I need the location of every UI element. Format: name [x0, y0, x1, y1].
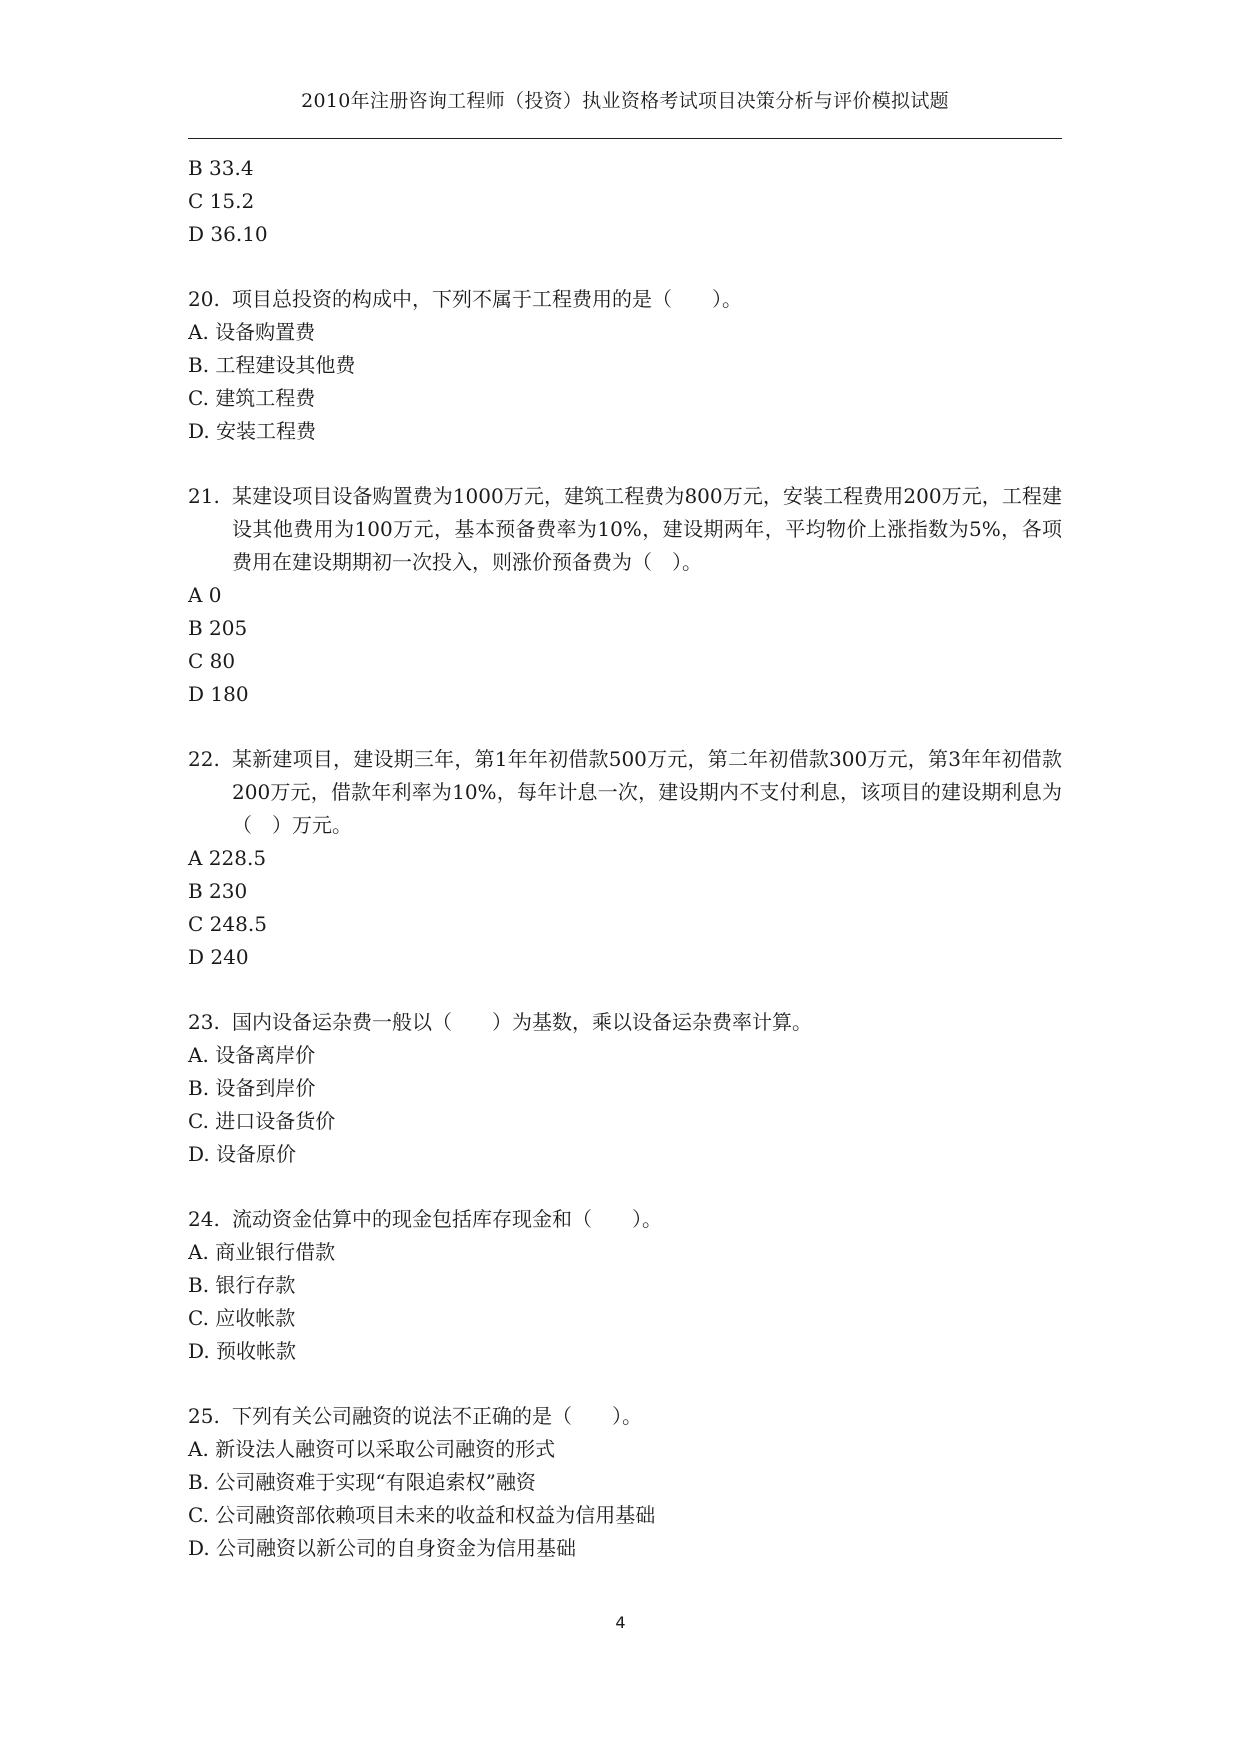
option-c: C 80: [188, 649, 236, 673]
option-d: D. 设备原价: [188, 1142, 297, 1166]
question-number: 20.: [188, 287, 220, 311]
option-b: B. 公司融资难于实现“有限追索权”融资: [188, 1470, 536, 1494]
option-c: C. 进口设备货价: [188, 1109, 336, 1133]
option-d: D 180: [188, 682, 249, 706]
option-b: B 33.4: [188, 156, 254, 180]
question-text: 项目总投资的构成中，下列不属于工程费用的是（ ）。: [232, 287, 742, 311]
question-21: [188, 480, 1062, 711]
question-text: 某建设项目设备购置费为1000万元，建筑工程费为800万元，安装工程费用200万元，工程建设其他费用为100万元，基本预备费率为10%，建设期两年，平均物价上涨指数为5%，各项费用在建设期期初一次投入，则涨价预备费为（ ）。: [232, 484, 1062, 574]
question-22: [188, 743, 1062, 974]
option-a: A 0: [188, 583, 222, 607]
option-c: C. 公司融资部依赖项目未来的收益和权益为信用基础: [188, 1503, 656, 1527]
page-header-title: 2010年注册咨询工程师（投资）执业资格考试项目决策分析与评价模拟试题: [301, 90, 949, 112]
exam-content: [188, 152, 1062, 1565]
option-b: B 230: [188, 879, 248, 903]
option-b: B. 设备到岸价: [188, 1076, 316, 1100]
question-stem: [188, 1400, 1062, 1433]
option-d: D 240: [188, 945, 249, 969]
question-stem: [188, 1006, 1062, 1039]
option-a: A. 设备购置费: [188, 320, 316, 344]
question-number: 22.: [188, 747, 220, 771]
option-a: A 228.5: [188, 846, 267, 870]
question-stem: [188, 743, 1062, 842]
question-stem: [188, 480, 1062, 579]
question-number: 23.: [188, 1010, 220, 1034]
question-text: 流动资金估算中的现金包括库存现金和（ ）。: [232, 1207, 662, 1231]
option-c: C. 建筑工程费: [188, 386, 316, 410]
header-divider: [188, 138, 1062, 139]
option-d: D. 安装工程费: [188, 419, 317, 443]
question-25: [188, 1400, 1062, 1565]
question-text: 某新建项目，建设期三年，第1年年初借款500万元，第二年初借款300万元，第3年年初借款200万元，借款年利率为10%，每年计息一次，建设期内不支付利息，该项目的建设期利息为（ ）万元。: [232, 747, 1062, 837]
option-d: D. 公司融资以新公司的自身资金为信用基础: [188, 1536, 577, 1560]
question-number: 24.: [188, 1207, 220, 1231]
option-d: D. 预收帐款: [188, 1339, 297, 1363]
question-text: 国内设备运杂费一般以（ ）为基数，乘以设备运杂费率计算。: [232, 1010, 812, 1034]
continued-options: [188, 152, 1062, 251]
option-b: B. 工程建设其他费: [188, 353, 356, 377]
question-text: 下列有关公司融资的说法不正确的是（ ）。: [232, 1404, 642, 1428]
option-d: D 36.10: [188, 222, 268, 246]
option-b: B. 银行存款: [188, 1273, 296, 1297]
option-b: B 205: [188, 616, 248, 640]
option-c: C. 应收帐款: [188, 1306, 296, 1330]
question-stem: [188, 1203, 1062, 1236]
page-number: 4: [615, 1613, 626, 1632]
option-a: A. 新设法人融资可以采取公司融资的形式: [188, 1437, 556, 1461]
question-20: [188, 283, 1062, 448]
option-a: A. 设备离岸价: [188, 1043, 316, 1067]
question-number: 21.: [188, 484, 220, 508]
option-a: A. 商业银行借款: [188, 1240, 336, 1264]
question-stem: [188, 283, 1062, 316]
question-24: [188, 1203, 1062, 1368]
option-c: C 15.2: [188, 189, 255, 213]
question-number: 25.: [188, 1404, 220, 1428]
question-23: [188, 1006, 1062, 1171]
option-c: C 248.5: [188, 912, 267, 936]
